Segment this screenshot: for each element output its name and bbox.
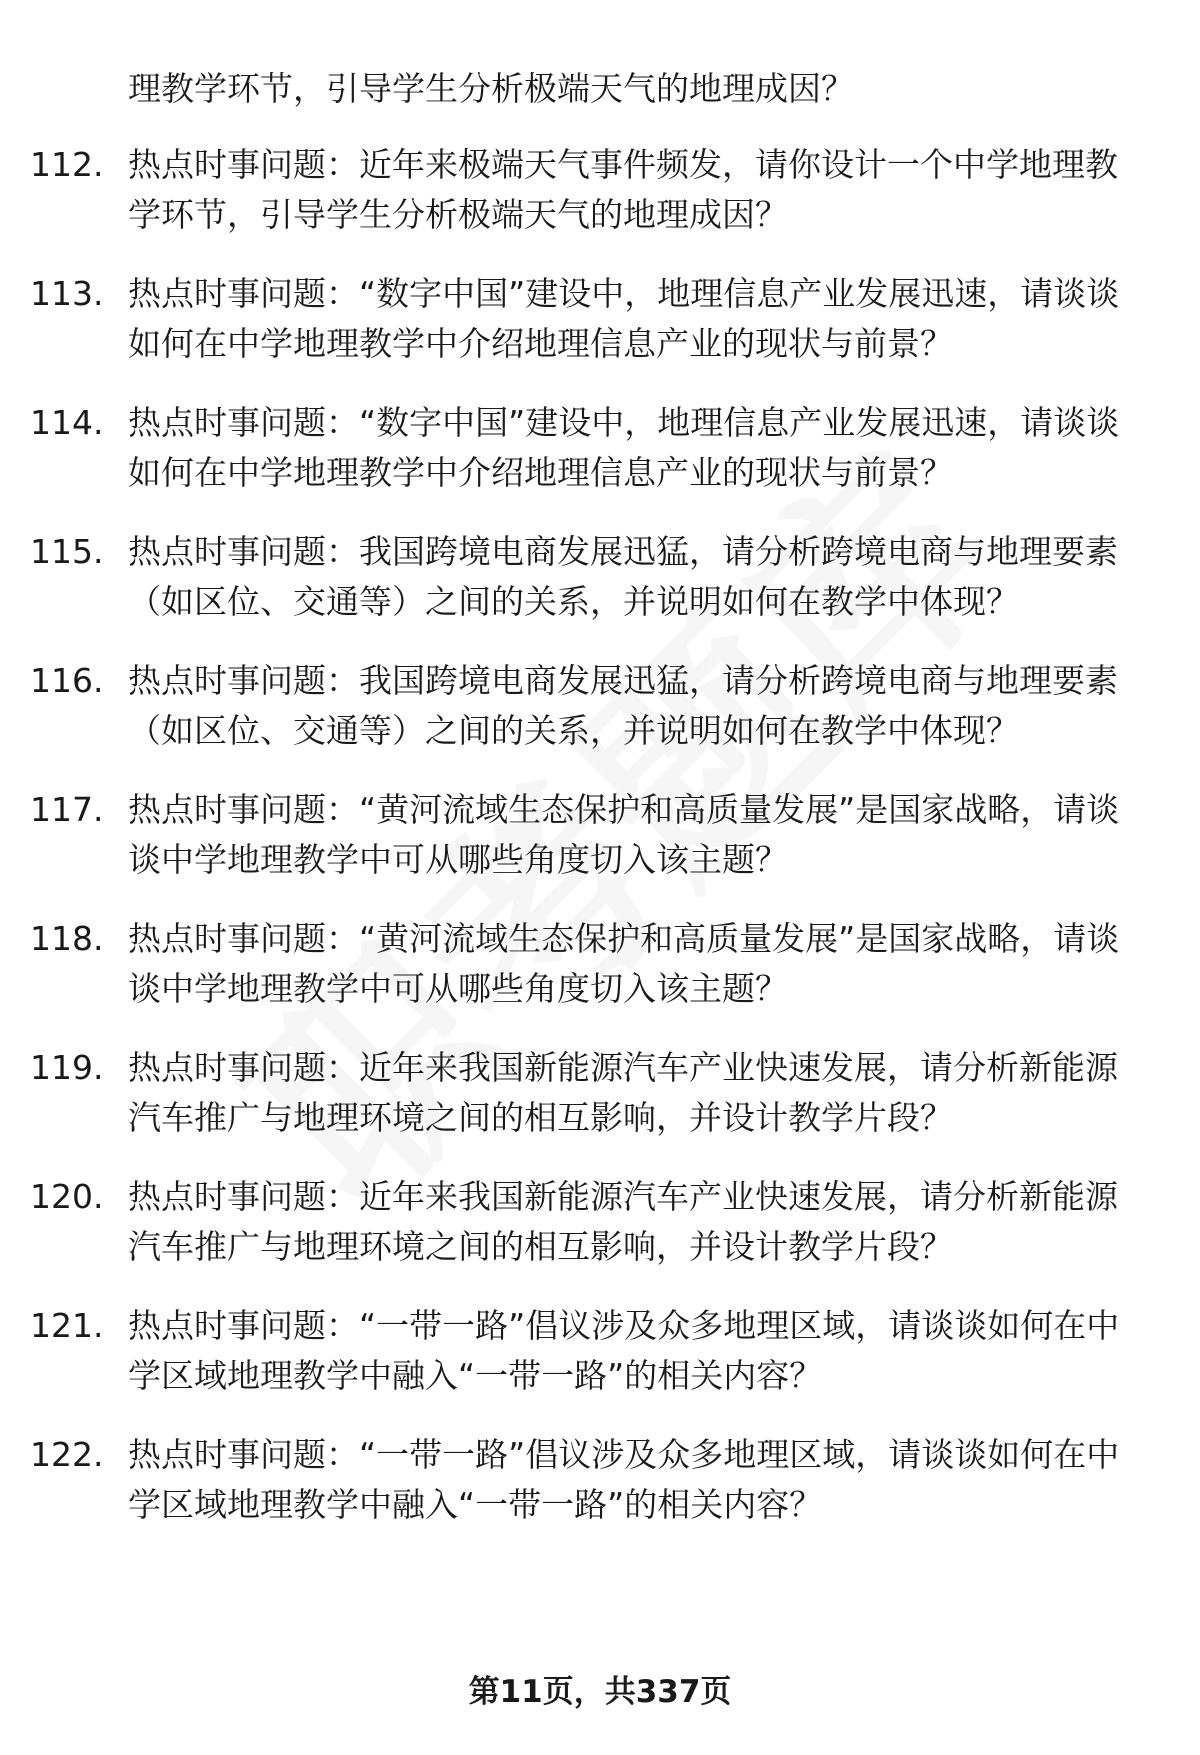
question-item [0,1301,1200,1401]
page-footer: 第11页，共337页 [468,1674,732,1710]
question-text: 热点时事问题：我国跨境电商发展迅猛，请分析跨境电商与地理要素（如区位、交通等）之间的关系，并说明如何在教学中体现？ [128,661,1118,750]
question-item [0,398,1200,498]
question-text: 热点时事问题：“一带一路”倡议涉及众多地理区域，请谈谈如何在中学区域地理教学中融入“一带一路”的相关内容？ [128,1435,1120,1524]
question-text: 热点时事问题：近年来我国新能源汽车产业快速发展，请分析新能源汽车推广与地理环境之间的相互影响，并设计教学片段？ [128,1048,1118,1137]
question-number: 117. [30,790,104,829]
question-number: 112. [30,145,104,184]
question-text: 热点时事问题：近年来我国新能源汽车产业快速发展，请分析新能源汽车推广与地理环境之间的相互影响，并设计教学片段？ [128,1177,1118,1266]
question-text: 热点时事问题：近年来极端天气事件频发，请你设计一个中学地理教学环节，引导学生分析极端天气的地理成因？ [128,145,1118,234]
question-text: 热点时事问题：“数字中国”建设中，地理信息产业发展迅速，请谈谈如何在中学地理教学中介绍地理信息产业的现状与前景？ [128,403,1120,492]
question-list [0,140,1200,1559]
question-number: 113. [30,274,104,313]
question-text: 热点时事问题：我国跨境电商发展迅猛，请分析跨境电商与地理要素（如区位、交通等）之间的关系，并说明如何在教学中体现？ [128,532,1118,621]
question-item [0,269,1200,369]
question-number: 121. [30,1306,104,1345]
question-number: 122. [30,1435,104,1474]
question-text: 热点时事问题：“一带一路”倡议涉及众多地理区域，请谈谈如何在中学区域地理教学中融入“一带一路”的相关内容？ [128,1306,1120,1395]
question-number: 119. [30,1048,104,1087]
question-text: 热点时事问题：“数字中国”建设中，地理信息产业发展迅速，请谈谈如何在中学地理教学中介绍地理信息产业的现状与前景？ [128,274,1120,363]
question-item [0,140,1200,240]
question-number: 114. [30,403,104,442]
question-item [0,1430,1200,1530]
question-item [0,1043,1200,1143]
question-number: 118. [30,919,104,958]
question-item [0,656,1200,756]
question-item [0,1172,1200,1272]
question-number: 115. [30,532,104,571]
question-text: 热点时事问题：“黄河流域生态保护和高质量发展”是国家战略，请谈谈中学地理教学中可从哪些角度切入该主题？ [128,919,1120,1008]
question-item [0,527,1200,627]
question-item [0,785,1200,885]
question-item [0,914,1200,1014]
question-number: 116. [30,661,104,700]
question-number: 120. [30,1177,104,1216]
question-text: 热点时事问题：“黄河流域生态保护和高质量发展”是国家战略，请谈谈中学地理教学中可从哪些角度切入该主题？ [128,790,1120,879]
continuation-text: 理教学环节，引导学生分析极端天气的地理成因？ [128,69,854,108]
